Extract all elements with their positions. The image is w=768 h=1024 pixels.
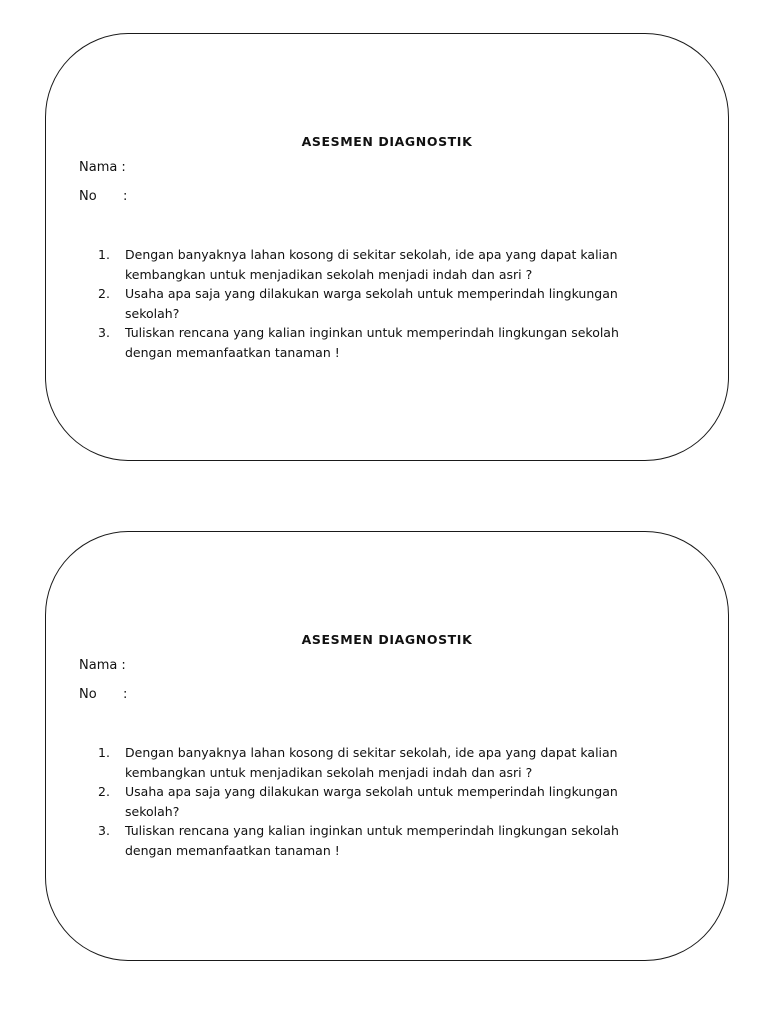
nama-field xyxy=(79,160,126,175)
nama-label: Nama xyxy=(79,658,118,673)
question-number: 3. xyxy=(98,325,110,340)
question-item xyxy=(98,743,660,782)
question-text: Dengan banyaknya lahan kosong di sekitar sekolah, ide apa yang dapat kalian kembangkan untuk menjadikan sekolah menjadi indah dan asri ? xyxy=(125,247,618,282)
question-text: Tuliskan rencana yang kalian inginkan untuk memperindah lingkungan sekolah dengan memanfaatkan tanaman ! xyxy=(125,823,619,858)
no-field xyxy=(79,189,127,204)
card-title: ASESMEN DIAGNOSTIK xyxy=(301,632,473,647)
question-item xyxy=(98,284,660,323)
no-label: No xyxy=(79,687,97,702)
question-item xyxy=(98,821,660,860)
no-colon: : xyxy=(123,189,128,204)
question-number: 2. xyxy=(98,286,110,301)
question-number: 3. xyxy=(98,823,110,838)
assessment-card-2 xyxy=(45,531,729,961)
card-title: ASESMEN DIAGNOSTIK xyxy=(301,134,473,149)
question-item xyxy=(98,782,660,821)
question-number: 1. xyxy=(98,745,110,760)
no-field xyxy=(79,687,127,702)
question-number: 2. xyxy=(98,784,110,799)
nama-colon: : xyxy=(121,160,126,175)
question-list xyxy=(98,743,660,860)
nama-field xyxy=(79,658,126,673)
question-item xyxy=(98,245,660,284)
nama-label: Nama xyxy=(79,160,118,175)
question-text: Tuliskan rencana yang kalian inginkan untuk memperindah lingkungan sekolah dengan memanfaatkan tanaman ! xyxy=(125,325,619,360)
question-text: Usaha apa saja yang dilakukan warga sekolah untuk memperindah lingkungan sekolah? xyxy=(125,286,618,321)
question-text: Dengan banyaknya lahan kosong di sekitar sekolah, ide apa yang dapat kalian kembangkan untuk menjadikan sekolah menjadi indah dan asri ? xyxy=(125,745,618,780)
assessment-card-1 xyxy=(45,33,729,461)
no-colon: : xyxy=(123,687,128,702)
nama-colon: : xyxy=(121,658,126,673)
question-number: 1. xyxy=(98,247,110,262)
question-list xyxy=(98,245,660,362)
question-item xyxy=(98,323,660,362)
question-text: Usaha apa saja yang dilakukan warga sekolah untuk memperindah lingkungan sekolah? xyxy=(125,784,618,819)
no-label: No xyxy=(79,189,97,204)
